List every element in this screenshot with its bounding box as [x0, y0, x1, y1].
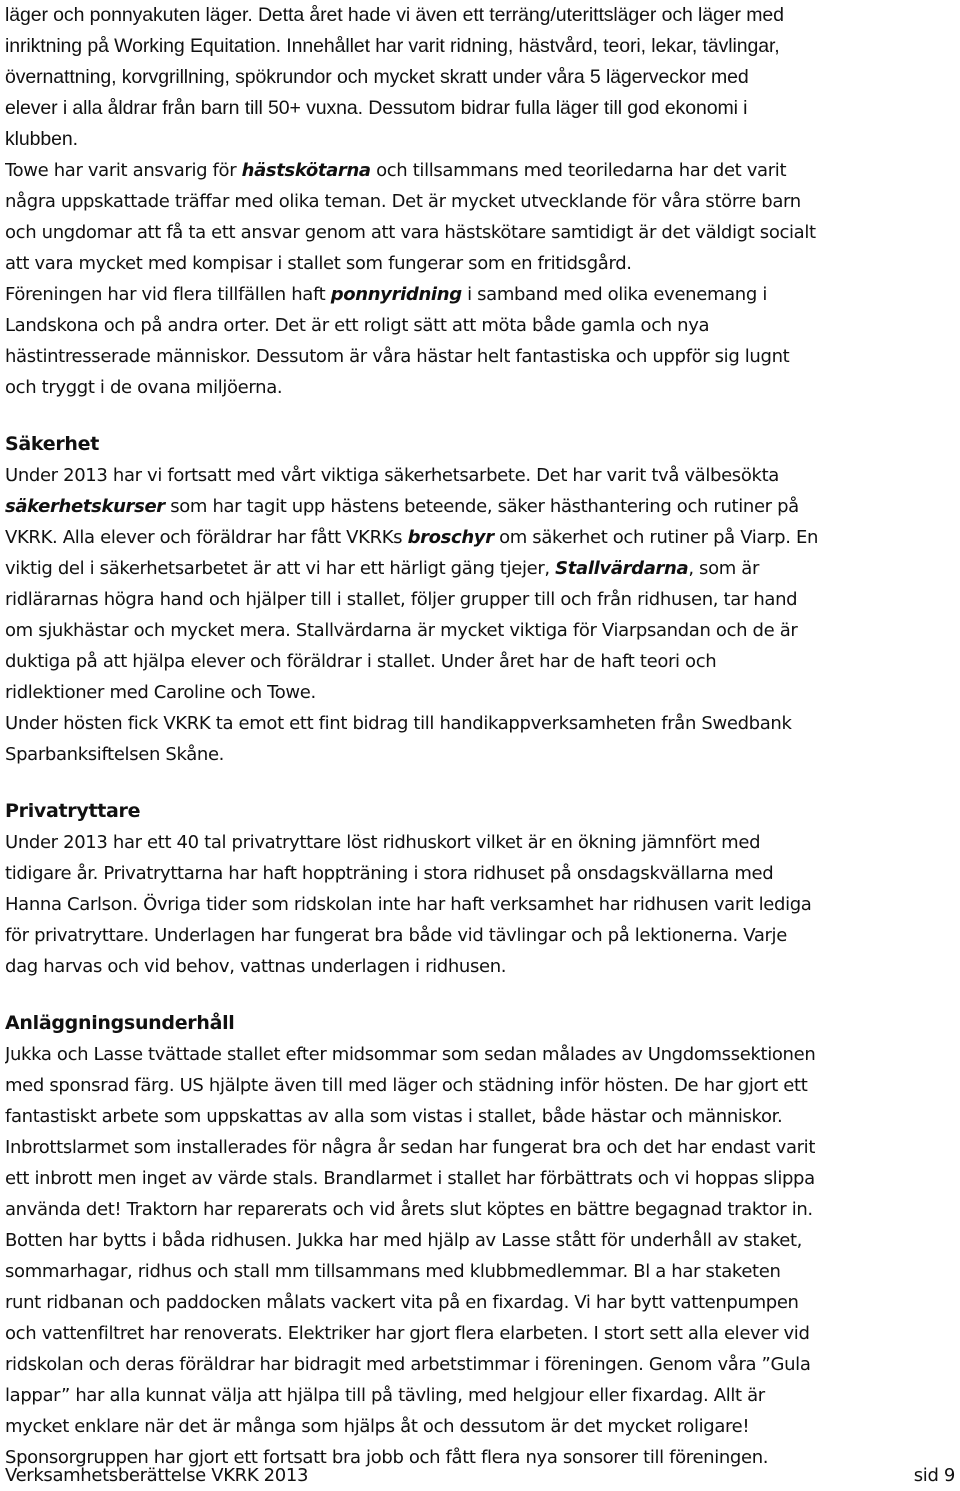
- text-line: Inbrottslarmet som installerades för några år sedan har fungerat bra och det har endast varit: [5, 1137, 816, 1158]
- text-span: Towe har varit ansvarig för: [5, 160, 242, 181]
- emphasis-broschyr: broschyr: [407, 527, 494, 548]
- text-span: i samband med olika evenemang i: [461, 284, 767, 305]
- text-line: och ungdomar att få ta ett ansvar genom att vara hästskötare samtidigt är det väldigt socialt: [5, 222, 816, 243]
- text-line: tidigare år. Privatryttarna har haft hoppträning i stora ridhuset på onsdagskvällarna med: [5, 863, 774, 884]
- text-line: lappar” har alla kunnat välja att hjälpa till på tävling, med helgjour eller fixardag. Allt är: [5, 1385, 765, 1406]
- text-line: Landskona och på andra orter. Det är ett roligt sätt att möta både gamla och nya: [5, 315, 710, 336]
- text-line: [5, 279, 957, 310]
- text-line: fantastiskt arbete som uppskattas av alla som vistas i stallet, både hästar och människor.: [5, 1106, 783, 1127]
- text-line: klubben.: [5, 128, 78, 150]
- text-line: hästintresserade människor. Dessutom är våra hästar helt fantastiska och uppför sig lugnt: [5, 346, 790, 367]
- text-line: Sparbanksiftelsen Skåne.: [5, 744, 225, 765]
- text-line: ett inbrott men inget av värde stals. Brandlarmet i stallet har förbättrats och vi hoppas slippa: [5, 1168, 815, 1189]
- intro-paragraph: [5, 0, 957, 155]
- text-line: inriktning på Working Equitation. Innehållet har varit ridning, hästvård, teori, lekar, tävlingar,: [5, 35, 780, 57]
- text-line: och vattenfiltret har renoverats. Elektriker har gjort flera elarbeten. I stort sett alla elever vid: [5, 1323, 810, 1344]
- emphasis-hastskotarna: hästskötarna: [241, 160, 371, 181]
- text-line: för privatryttare. Underlagen har fungerat bra både vid tävlingar och på lektionerna. Varje: [5, 925, 787, 946]
- emphasis-sakerhetskurser: säkerhetskurser: [5, 496, 165, 517]
- section-gap: [5, 403, 957, 429]
- text-line: Botten har bytts i båda ridhusen. Jukka har med hjälp av Lasse stått för underhåll av staket,: [5, 1230, 803, 1251]
- private-paragraph: [5, 827, 957, 982]
- page-number: sid 9: [913, 1465, 955, 1486]
- footer-title: Verksamhetsberättelse VKRK 2013: [5, 1465, 309, 1486]
- text-line: Jukka och Lasse tvättade stallet efter midsommar som sedan målades av Ungdomssektionen: [5, 1044, 816, 1065]
- text-line: att vara mycket med kompisar i stallet som fungerar som en fritidsgård.: [5, 253, 632, 274]
- text-span: som har tagit upp hästens beteende, säker hästhantering och rutiner på: [164, 496, 799, 517]
- text-line: om sjukhästar och mycket mera. Stallvärdarna är mycket viktiga för Viarpsandan och de är: [5, 620, 798, 641]
- horses-paragraph: [5, 155, 957, 403]
- heading-privatryttare: Privatryttare: [5, 800, 141, 822]
- text-line: ridlektioner med Caroline och Towe.: [5, 682, 316, 703]
- heading-anlaggningsunderhall: Anläggningsunderhåll: [5, 1012, 235, 1034]
- text-line: Hanna Carlson. Övriga tider som ridskolan inte har haft verksamhet har ridhusen varit lediga: [5, 894, 812, 915]
- emphasis-ponnyridning: ponnyridning: [330, 284, 462, 305]
- text-line: mycket enklare när det är många som hjälps åt och dessutom är det mycket roligare!: [5, 1416, 750, 1437]
- text-span: , som är: [688, 558, 760, 579]
- text-line: duktiga på att hjälpa elever och föräldrar i stallet. Under året har de haft teori och: [5, 651, 717, 672]
- text-line: Under hösten fick VKRK ta emot ett fint bidrag till handikappverksamheten från Swedbank: [5, 713, 792, 734]
- text-line: Under 2013 har vi fortsatt med vårt viktiga säkerhetsarbete. Det har varit två välbesökta: [5, 465, 779, 486]
- section-gap: [5, 982, 957, 1008]
- text-line: Sponsorgruppen har gjort ett fortsatt bra jobb och fått flera nya sonsorer till föreningen.: [5, 1447, 769, 1468]
- safety-paragraph: [5, 460, 957, 770]
- text-line: [5, 155, 957, 186]
- text-span: VKRK. Alla elever och föräldrar har fått VKRKs: [5, 527, 408, 548]
- text-line: ridlärarnas högra hand och hjälper till i stallet, följer grupper till och från ridhusen, tar hand: [5, 589, 798, 610]
- document-page: [5, 0, 957, 1473]
- heading-sakerhet: Säkerhet: [5, 433, 99, 455]
- text-line: dag harvas och vid behov, vattnas underlagen i ridhusen.: [5, 956, 507, 977]
- text-line: övernattning, korvgrillning, spökrundor och mycket skratt under våra 5 lägerveckor med: [5, 66, 749, 88]
- text-span: om säkerhet och rutiner på Viarp. En: [493, 527, 819, 548]
- text-line: [5, 491, 957, 522]
- text-line: med sponsrad färg. US hjälpte även till med läger och städning inför hösten. De har gjort ett: [5, 1075, 808, 1096]
- text-span: Föreningen har vid flera tillfällen haft: [5, 284, 331, 305]
- maintenance-paragraph: [5, 1039, 957, 1473]
- text-line: Under 2013 har ett 40 tal privatryttare löst ridhuskort vilket är en ökning jämnfört med: [5, 832, 761, 853]
- text-line: och tryggt i de ovana miljöerna.: [5, 377, 283, 398]
- text-line: använda det! Traktorn har reparerats och vid årets slut köptes en bättre begagnad traktor in.: [5, 1199, 813, 1220]
- emphasis-stallvardarna: Stallvärdarna: [555, 558, 689, 579]
- text-line: läger och ponnyakuten läger. Detta året hade vi även ett terräng/uterittsläger och läger med: [5, 4, 784, 26]
- text-line: ridskolan och deras föräldrar har bidragit med arbetstimmar i föreningen. Genom våra ”Gula: [5, 1354, 811, 1375]
- text-span: och tillsammans med teoriledarna har det varit: [370, 160, 787, 181]
- text-line: [5, 522, 957, 553]
- text-span: viktig del i säkerhetsarbetet är att vi har ett härligt gäng tjejer,: [5, 558, 556, 579]
- page-footer: [5, 1465, 955, 1486]
- text-line: några uppskattade träffar med olika teman. Det är mycket utvecklande för våra större barn: [5, 191, 801, 212]
- text-line: [5, 553, 957, 584]
- section-gap: [5, 770, 957, 796]
- text-line: sommarhagar, ridhus och stall mm tillsammans med klubbmedlemmar. Bl a har staketen: [5, 1261, 781, 1282]
- text-line: runt ridbanan och paddocken målats vackert vita på en fixardag. Vi har bytt vattenpumpen: [5, 1292, 799, 1313]
- text-line: elever i alla åldrar från barn till 50+ vuxna. Dessutom bidrar fulla läger till god ekonomi i: [5, 97, 748, 119]
